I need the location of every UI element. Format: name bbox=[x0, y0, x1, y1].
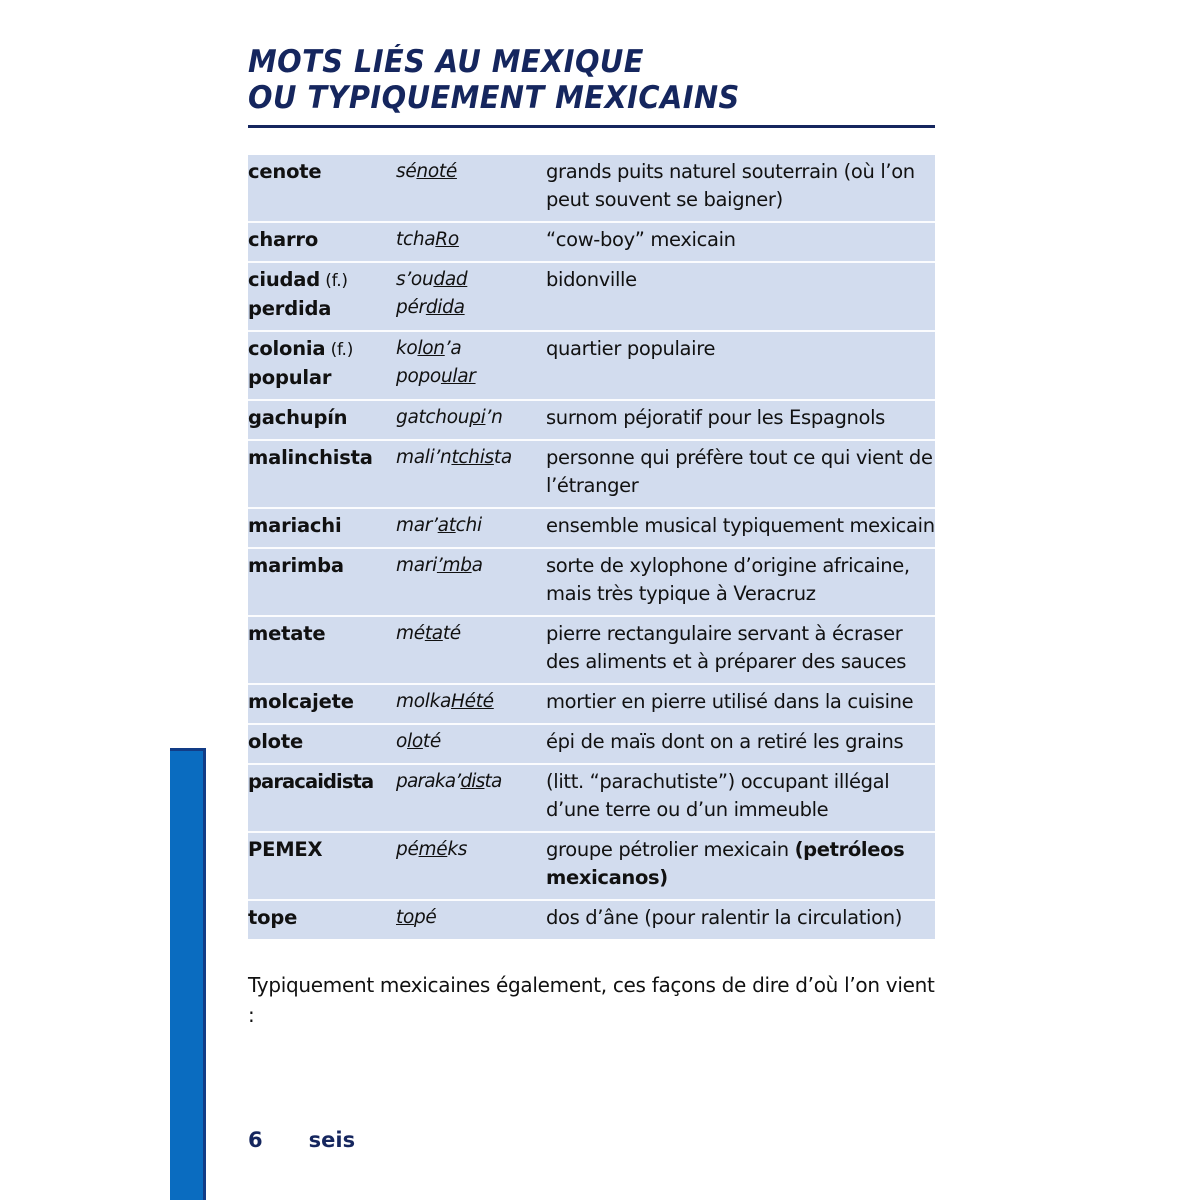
glossary-phonetic: métaté bbox=[396, 616, 546, 684]
glossary-term-gender: (f.) bbox=[320, 271, 348, 291]
glossary-definition: quartier populaire bbox=[546, 331, 935, 400]
glossary-table bbox=[248, 155, 935, 939]
glossary-row bbox=[248, 764, 935, 832]
glossary-row bbox=[248, 222, 935, 262]
glossary-term: tope bbox=[248, 900, 396, 939]
folio-number: 6 bbox=[248, 1128, 263, 1152]
glossary-term: colonia (f.) popular bbox=[248, 331, 396, 400]
glossary-term: molcajete bbox=[248, 684, 396, 724]
glossary-term: paracaidista bbox=[248, 764, 396, 832]
glossary-definition: personne qui préfère tout ce qui vient de l’étranger bbox=[546, 440, 935, 508]
glossary-phonetic: péméks bbox=[396, 832, 546, 900]
glossary-definition-emphasis: (petróleos mexicanos) bbox=[546, 838, 905, 889]
glossary-term: marimba bbox=[248, 548, 396, 616]
glossary-row bbox=[248, 262, 935, 331]
page-title-line-1: MOTS LIÉS AU MEXIQUE bbox=[248, 44, 644, 80]
glossary-term-gender: (f.) bbox=[325, 340, 354, 360]
glossary-row bbox=[248, 832, 935, 900]
glossary-term: charro bbox=[248, 222, 396, 262]
glossary-definition: sorte de xylophone d’origine africaine, mais très typique à Veracruz bbox=[546, 548, 935, 616]
page-edge-tab bbox=[170, 748, 206, 1200]
glossary-definition: bidonville bbox=[546, 262, 935, 331]
glossary-table-body bbox=[248, 155, 935, 939]
glossary-row bbox=[248, 900, 935, 939]
glossary-phonetic: mali’ntchista bbox=[396, 440, 546, 508]
glossary-phonetic: oloté bbox=[396, 724, 546, 764]
glossary-phonetic: s’oudad pérdida bbox=[396, 262, 546, 331]
page-title-line-2: OU TYPIQUEMENT MEXICAINS bbox=[248, 80, 740, 116]
page-footer bbox=[248, 1128, 355, 1152]
glossary-term: gachupín bbox=[248, 400, 396, 440]
glossary-phonetic: gatchoupi’n bbox=[396, 400, 546, 440]
glossary-phonetic: mar’atchi bbox=[396, 508, 546, 548]
glossary-definition: groupe pétrolier mexicain (petróleos mexicanos) bbox=[546, 832, 935, 900]
glossary-term: cenote bbox=[248, 160, 322, 183]
glossary-term: malinchista bbox=[248, 440, 396, 508]
glossary-definition: grands puits naturel souterrain (où l’on peut souvent se baigner) bbox=[546, 160, 915, 211]
closing-note: Typiquement mexicaines également, ces façons de dire d’où l’on vient : bbox=[248, 973, 935, 1027]
glossary-definition: (litt. “parachutiste”) occupant illégal d’une terre ou d’un immeuble bbox=[546, 764, 935, 832]
glossary-definition: “cow-boy” mexicain bbox=[546, 222, 935, 262]
glossary-term: olote bbox=[248, 724, 396, 764]
glossary-phonetic: mari’mba bbox=[396, 548, 546, 616]
glossary-row bbox=[248, 331, 935, 400]
glossary-phonetic: molkaHété bbox=[396, 684, 546, 724]
page-content bbox=[248, 0, 938, 1030]
glossary-definition: mortier en pierre utilisé dans la cuisine bbox=[546, 684, 935, 724]
glossary-term: metate bbox=[248, 616, 396, 684]
glossary-row bbox=[248, 155, 935, 222]
glossary-phonetic: kolon’a popoular bbox=[396, 331, 546, 400]
glossary-definition: surnom péjoratif pour les Espagnols bbox=[546, 400, 935, 440]
title-underline-rule bbox=[248, 125, 935, 128]
glossary-row bbox=[248, 548, 935, 616]
glossary-row bbox=[248, 508, 935, 548]
page-title bbox=[248, 0, 938, 128]
glossary-definition: épi de maïs dont on a retiré les grains bbox=[546, 724, 935, 764]
glossary-phonetic: topé bbox=[396, 900, 546, 939]
glossary-definition: pierre rectangulaire servant à écraser des aliments et à préparer des sauces bbox=[546, 616, 935, 684]
glossary-definition: ensemble musical typiquement mexicain bbox=[546, 508, 935, 548]
glossary-term: ciudad (f.) perdida bbox=[248, 262, 396, 331]
glossary-phonetic: paraka’dista bbox=[396, 764, 546, 832]
glossary-row bbox=[248, 616, 935, 684]
glossary-definition: dos d’âne (pour ralentir la circulation) bbox=[546, 900, 935, 939]
glossary-row bbox=[248, 724, 935, 764]
glossary-phonetic: tchaRo bbox=[396, 222, 546, 262]
glossary-term: mariachi bbox=[248, 508, 396, 548]
glossary-row bbox=[248, 400, 935, 440]
glossary-row bbox=[248, 684, 935, 724]
glossary-term: PEMEX bbox=[248, 832, 396, 900]
glossary-row bbox=[248, 440, 935, 508]
glossary-phonetic: sénoté bbox=[396, 161, 457, 182]
folio-word: seis bbox=[308, 1128, 356, 1152]
